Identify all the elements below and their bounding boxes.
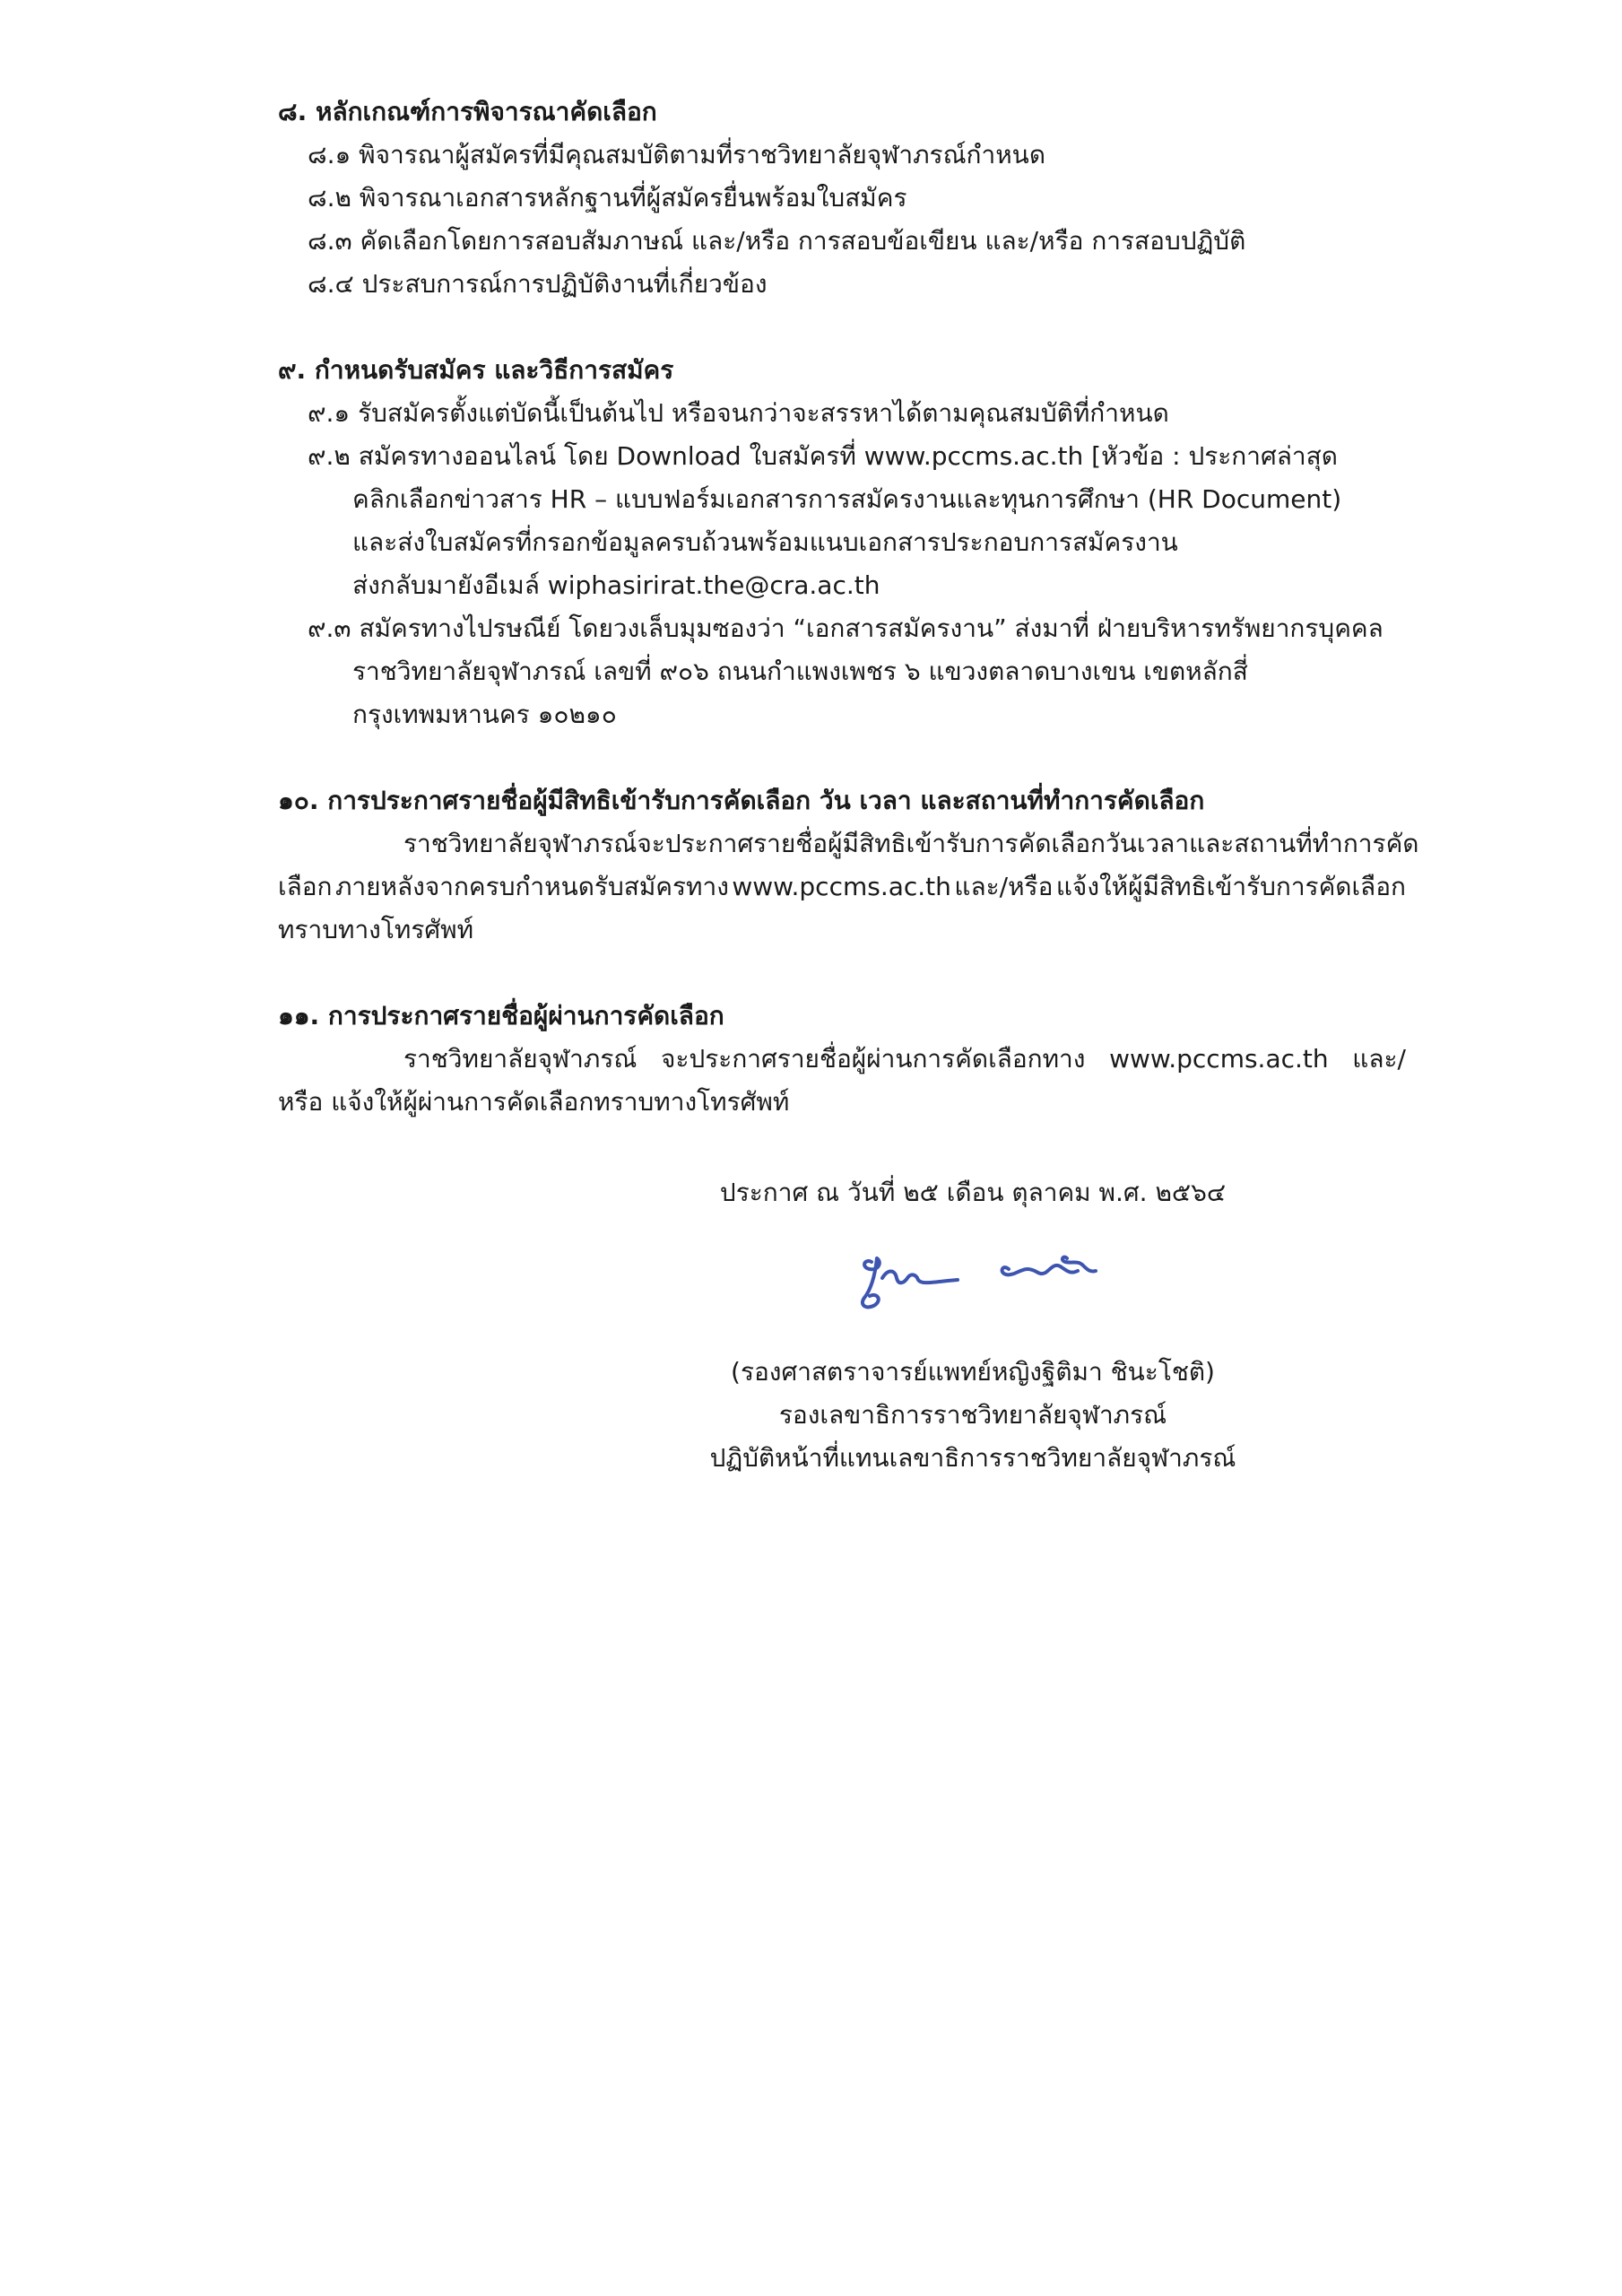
signatory-position-1: รองเลขาธิการราชวิทยาลัยจุฬาภรณ์ [778, 1400, 1167, 1430]
section-10-line-1-word: เวลา [1136, 829, 1190, 858]
section-11-line-1-word: ราชวิทยาลัยจุฬาภรณ์ [403, 1044, 638, 1074]
section-11-line-1-word: www.pccms.ac.th [1109, 1044, 1329, 1074]
section-9-item-3-line-2: ราชวิทยาลัยจุฬาภรณ์ เลขที่ ๙๐๖ ถนนกำแพงเพชร ๖ แขวงตลาดบางเขน เขตหลักสี่ [352, 657, 1248, 686]
section-10-line-1-word: จะประกาศรายชื่อผู้มีสิทธิเข้ารับการคัดเลือก [637, 829, 1106, 858]
section-11-line-1 [403, 1041, 1406, 1077]
signature-image [852, 1242, 1139, 1326]
section-9-item-2-line-4: ส่งกลับมายังอีเมล์ wiphasirirat.the@cra.ac.th [352, 570, 880, 600]
section-10-line-2-word: และ/หรือ [954, 872, 1054, 901]
section-9-item-1: ๙.๑ รับสมัครตั้งแต่บัดนี้เป็นต้นไป หรือจนกว่าจะสรรหาได้ตามคุณสมบัติที่กำหนด [308, 398, 1169, 428]
signatory-position-2: ปฏิบัติหน้าที่แทนเลขาธิการราชวิทยาลัยจุฬาภรณ์ [709, 1443, 1236, 1473]
section-8-item-2: ๘.๒ พิจารณาเอกสารหลักฐานที่ผู้สมัครยื่นพร้อมใบสมัคร [308, 183, 907, 213]
section-11-line-1-word: จะประกาศรายชื่อผู้ผ่านการคัดเลือกทาง [661, 1044, 1086, 1074]
section-9-item-2-line-1: ๙.๒ สมัครทางออนไลน์ โดย Download ใบสมัครที่ www.pccms.ac.th [หัวข้อ : ประกาศล่าสุด [308, 441, 1338, 471]
section-9-item-3-line-3: กรุงเทพมหานคร ๑๐๒๑๐ [352, 700, 617, 729]
section-8-item-3: ๘.๓ คัดเลือกโดยการสอบสัมภาษณ์ และ/หรือ การสอบข้อเขียน และ/หรือ การสอบปฏิบัติ [308, 226, 1246, 256]
section-10-line-2-word: เลือก [278, 872, 333, 901]
section-9-item-3-line-1: ๙.๓ สมัครทางไปรษณีย์ โดยวงเล็บมุมซองว่า “เอกสารสมัครงาน” ส่งมาที่ ฝ่ายบริหารทรัพยากรบุคคล [308, 613, 1383, 643]
signatory-name: (รองศาสตราจารย์แพทย์หญิงฐิติมา ชินะโชติ) [731, 1357, 1215, 1387]
section-9-heading: ๙. กำหนดรับสมัคร และวิธีการสมัคร [278, 355, 674, 385]
section-10-line-1-word: วัน [1106, 829, 1137, 858]
section-11-line-2: หรือ แจ้งให้ผู้ผ่านการคัดเลือกทราบทางโทรศัพท์ [278, 1087, 790, 1117]
section-11-heading: ๑๑. การประกาศรายชื่อผู้ผ่านการคัดเลือก [278, 1001, 724, 1031]
section-8-heading: ๘. หลักเกณฑ์การพิจารณาคัดเลือก [278, 97, 657, 126]
section-10-line-1 [403, 826, 1419, 862]
section-10-line-2 [278, 869, 1406, 905]
section-10-line-2-word: ภายหลังจากครบกำหนดรับสมัครทาง [334, 872, 729, 901]
section-9-item-2-line-2: คลิกเลือกข่าวสาร HR – แบบฟอร์มเอกสารการสมัครงานและทุนการศึกษา (HR Document) [352, 484, 1342, 514]
section-10-line-1-word: ราชวิทยาลัยจุฬาภรณ์ [403, 829, 638, 858]
section-8-item-1: ๘.๑ พิจารณาผู้สมัครที่มีคุณสมบัติตามที่ราชวิทยาลัยจุฬาภรณ์กำหนด [308, 140, 1046, 170]
section-8-item-4: ๘.๔ ประสบการณ์การปฏิบัติงานที่เกี่ยวข้อง [308, 269, 768, 299]
section-10-line-2-word: แจ้งให้ผู้มีสิทธิเข้ารับการคัดเลือก [1055, 872, 1406, 901]
section-10-line-3: ทราบทางโทรศัพท์ [278, 915, 474, 944]
section-9-item-2-line-3: และส่งใบสมัครที่กรอกข้อมูลครบถ้วนพร้อมแนบเอกสารประกอบการสมัครงาน [352, 527, 1178, 557]
section-10-heading: ๑๐. การประกาศรายชื่อผู้มีสิทธิเข้ารับการคัดเลือก วัน เวลา และสถานที่ทำการคัดเลือก [278, 786, 1205, 815]
section-10-line-1-word: และสถานที่ทำการคัด [1189, 829, 1419, 858]
section-10-line-2-word: www.pccms.ac.th [732, 872, 951, 901]
announcement-date: ประกาศ ณ วันที่ ๒๕ เดือน ตุลาคม พ.ศ. ๒๕๖๔ [719, 1178, 1227, 1207]
section-11-line-1-word: และ/ [1352, 1044, 1406, 1074]
